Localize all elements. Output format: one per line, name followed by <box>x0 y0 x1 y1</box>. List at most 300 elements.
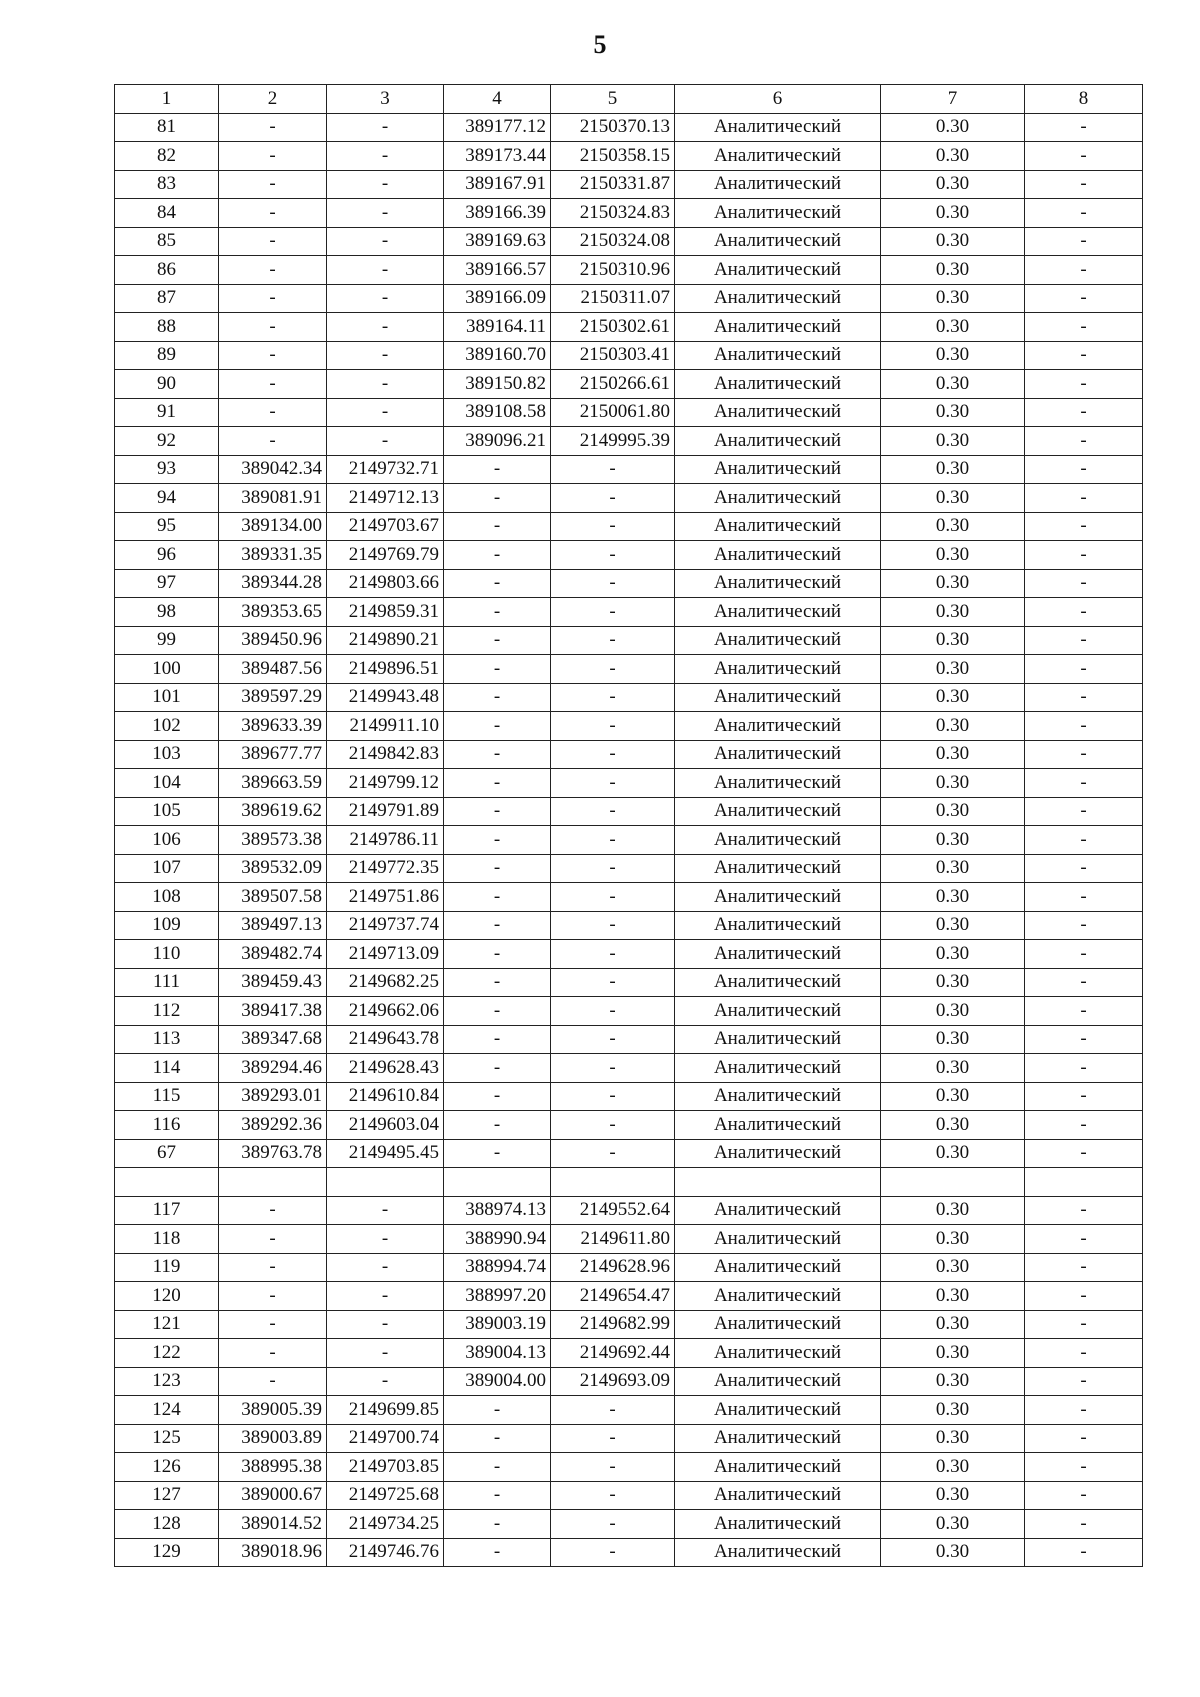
table-cell: - <box>1025 1367 1143 1396</box>
table-cell: - <box>327 398 444 427</box>
table-cell: 389166.09 <box>444 284 551 313</box>
table-cell: Аналитический <box>675 1538 881 1567</box>
table-cell: Аналитический <box>675 1339 881 1368</box>
table-cell: 2149700.74 <box>327 1424 444 1453</box>
table-cell: 0.30 <box>881 797 1025 826</box>
table-cell: Аналитический <box>675 227 881 256</box>
table-cell: Аналитический <box>675 626 881 655</box>
table-cell: Аналитический <box>675 1253 881 1282</box>
table-cell: - <box>327 1253 444 1282</box>
table-cell: 106 <box>115 826 219 855</box>
table-cell: - <box>444 1510 551 1539</box>
column-header: 7 <box>881 85 1025 114</box>
table-row <box>115 1538 1143 1567</box>
table-cell: 2149791.89 <box>327 797 444 826</box>
table-row <box>115 1396 1143 1425</box>
table-row <box>115 1196 1143 1225</box>
table-row <box>115 740 1143 769</box>
table-cell: - <box>1025 1510 1143 1539</box>
table-cell: - <box>1025 427 1143 456</box>
table-row <box>115 427 1143 456</box>
table-cell: 2149495.45 <box>327 1139 444 1168</box>
table-cell: 0.30 <box>881 598 1025 627</box>
table-cell: - <box>551 997 675 1026</box>
table-cell: 0.30 <box>881 968 1025 997</box>
table-cell: - <box>219 284 327 313</box>
table-cell: 122 <box>115 1339 219 1368</box>
table-cell: 2149769.79 <box>327 541 444 570</box>
table-cell: - <box>444 569 551 598</box>
table-cell: Аналитический <box>675 113 881 142</box>
table-row <box>115 940 1143 969</box>
table-cell: Аналитический <box>675 1111 881 1140</box>
table-cell: - <box>327 1282 444 1311</box>
table-cell: - <box>551 626 675 655</box>
table-cell: 105 <box>115 797 219 826</box>
table-cell: - <box>219 370 327 399</box>
table-cell: Аналитический <box>675 1424 881 1453</box>
table-cell: 0.30 <box>881 883 1025 912</box>
table-row <box>115 284 1143 313</box>
table-cell: 389459.43 <box>219 968 327 997</box>
table-cell: 389014.52 <box>219 1510 327 1539</box>
table-cell: - <box>1025 199 1143 228</box>
table-cell: 121 <box>115 1310 219 1339</box>
table-cell: 2149896.51 <box>327 655 444 684</box>
table-cell: - <box>444 826 551 855</box>
table-cell: 2150324.08 <box>551 227 675 256</box>
table-cell: - <box>1025 626 1143 655</box>
table-cell: - <box>1025 1253 1143 1282</box>
table-cell: 0.30 <box>881 142 1025 171</box>
table-cell: - <box>551 826 675 855</box>
table-cell: 0.30 <box>881 284 1025 313</box>
table-cell: - <box>444 940 551 969</box>
table-cell: Аналитический <box>675 854 881 883</box>
table-cell: 2149786.11 <box>327 826 444 855</box>
table-cell: Аналитический <box>675 655 881 684</box>
table-cell: Аналитический <box>675 1282 881 1311</box>
table-cell: Аналитический <box>675 1054 881 1083</box>
table-cell: 389004.13 <box>444 1339 551 1368</box>
table-row <box>115 541 1143 570</box>
table-cell: 388997.20 <box>444 1282 551 1311</box>
table-cell: - <box>444 1453 551 1482</box>
table-cell: - <box>551 569 675 598</box>
table-cell: 389164.11 <box>444 313 551 342</box>
table-cell: 2149737.74 <box>327 911 444 940</box>
table-cell: - <box>444 968 551 997</box>
table-row <box>115 370 1143 399</box>
table-cell: - <box>444 1481 551 1510</box>
table-cell: Аналитический <box>675 1481 881 1510</box>
table-cell: 389507.58 <box>219 883 327 912</box>
table-cell <box>551 1168 675 1197</box>
table-cell: Аналитический <box>675 911 881 940</box>
table-cell <box>327 1168 444 1197</box>
table-row <box>115 170 1143 199</box>
table-cell: - <box>551 1139 675 1168</box>
table-cell: 2149693.09 <box>551 1367 675 1396</box>
table-cell: 389166.57 <box>444 256 551 285</box>
table-cell: Аналитический <box>675 170 881 199</box>
table-cell: 389177.12 <box>444 113 551 142</box>
table-cell: 92 <box>115 427 219 456</box>
table-cell: - <box>1025 313 1143 342</box>
table-cell: 67 <box>115 1139 219 1168</box>
table-row <box>115 1139 1143 1168</box>
table-cell: Аналитический <box>675 598 881 627</box>
table-row <box>115 1054 1143 1083</box>
column-header: 6 <box>675 85 881 114</box>
table-row <box>115 1168 1143 1197</box>
table-cell: - <box>1025 227 1143 256</box>
table-cell: - <box>1025 341 1143 370</box>
table-cell: - <box>1025 1339 1143 1368</box>
table-cell: - <box>219 1339 327 1368</box>
table-cell: - <box>1025 740 1143 769</box>
table-cell: 117 <box>115 1196 219 1225</box>
table-cell: 389487.56 <box>219 655 327 684</box>
table-cell: - <box>444 541 551 570</box>
table-cell: 116 <box>115 1111 219 1140</box>
table-cell: 2149692.44 <box>551 1339 675 1368</box>
table-cell: - <box>219 1367 327 1396</box>
table-cell: - <box>551 1453 675 1482</box>
table-cell: 0.30 <box>881 341 1025 370</box>
table-cell: - <box>551 1538 675 1567</box>
table-cell: 0.30 <box>881 1510 1025 1539</box>
table-cell: - <box>1025 826 1143 855</box>
table-cell: 389134.00 <box>219 512 327 541</box>
table-row <box>115 1310 1143 1339</box>
table-cell: - <box>327 1310 444 1339</box>
table-cell: 2149890.21 <box>327 626 444 655</box>
table-cell: Аналитический <box>675 740 881 769</box>
table-cell: - <box>1025 1396 1143 1425</box>
table-cell: - <box>551 1111 675 1140</box>
table-cell: 0.30 <box>881 1453 1025 1482</box>
table-cell: - <box>327 1225 444 1254</box>
table-cell: 0.30 <box>881 1196 1025 1225</box>
table-cell: - <box>551 598 675 627</box>
table-cell: 389166.39 <box>444 199 551 228</box>
table-cell: Аналитический <box>675 484 881 513</box>
table-cell: 2150266.61 <box>551 370 675 399</box>
table-cell: - <box>1025 1111 1143 1140</box>
table-cell: Аналитический <box>675 769 881 798</box>
table-cell: 2150311.07 <box>551 284 675 313</box>
table-cell: 388994.74 <box>444 1253 551 1282</box>
table-cell: - <box>219 199 327 228</box>
table-cell: - <box>1025 712 1143 741</box>
table-cell: - <box>1025 1453 1143 1482</box>
table-cell: - <box>327 142 444 171</box>
table-row <box>115 712 1143 741</box>
table-cell: 0.30 <box>881 512 1025 541</box>
table-cell: - <box>444 1396 551 1425</box>
table-cell: 389619.62 <box>219 797 327 826</box>
table-cell: 115 <box>115 1082 219 1111</box>
table-row <box>115 655 1143 684</box>
table-cell: 2149552.64 <box>551 1196 675 1225</box>
table-cell: 388990.94 <box>444 1225 551 1254</box>
table-cell: - <box>1025 256 1143 285</box>
table-cell: - <box>1025 170 1143 199</box>
table-header <box>115 85 1143 114</box>
table-row <box>115 1225 1143 1254</box>
table-cell <box>881 1168 1025 1197</box>
table-cell: - <box>327 1339 444 1368</box>
table-cell: Аналитический <box>675 1367 881 1396</box>
table-cell: - <box>1025 940 1143 969</box>
table-cell: 0.30 <box>881 655 1025 684</box>
table-cell: - <box>1025 1481 1143 1510</box>
table-cell: 389573.38 <box>219 826 327 855</box>
table-cell: 0.30 <box>881 1424 1025 1453</box>
table-cell: - <box>444 854 551 883</box>
table-row <box>115 968 1143 997</box>
column-header: 2 <box>219 85 327 114</box>
table-cell: 85 <box>115 227 219 256</box>
table-cell: 389292.36 <box>219 1111 327 1140</box>
table-row <box>115 142 1143 171</box>
table-cell: 0.30 <box>881 455 1025 484</box>
table-cell <box>219 1168 327 1197</box>
table-cell: 2149603.04 <box>327 1111 444 1140</box>
table-cell: - <box>1025 284 1143 313</box>
table-cell: - <box>1025 1310 1143 1339</box>
table-cell: 0.30 <box>881 427 1025 456</box>
table-cell: 0.30 <box>881 1111 1025 1140</box>
table-cell: Аналитический <box>675 427 881 456</box>
table-cell: - <box>444 484 551 513</box>
table-cell: 389160.70 <box>444 341 551 370</box>
table-cell: Аналитический <box>675 284 881 313</box>
table-cell: Аналитический <box>675 398 881 427</box>
table-cell: - <box>551 541 675 570</box>
table-cell: - <box>444 769 551 798</box>
table-cell: - <box>1025 1025 1143 1054</box>
table-cell: - <box>1025 1196 1143 1225</box>
table-cell: 99 <box>115 626 219 655</box>
table-cell: 94 <box>115 484 219 513</box>
table-cell: 2149751.86 <box>327 883 444 912</box>
table-cell: - <box>551 1510 675 1539</box>
table-cell: - <box>1025 569 1143 598</box>
table-cell: 0.30 <box>881 1282 1025 1311</box>
table-cell: 389018.96 <box>219 1538 327 1567</box>
table-cell: - <box>327 113 444 142</box>
table-cell: - <box>1025 655 1143 684</box>
table-cell: - <box>1025 797 1143 826</box>
table-cell: Аналитический <box>675 797 881 826</box>
table-cell: 389167.91 <box>444 170 551 199</box>
table-cell: - <box>219 427 327 456</box>
table-cell: 0.30 <box>881 854 1025 883</box>
table-cell: 93 <box>115 455 219 484</box>
table-cell: 128 <box>115 1510 219 1539</box>
table-cell: 0.30 <box>881 1310 1025 1339</box>
table-cell: 2150303.41 <box>551 341 675 370</box>
table-cell: 2149611.80 <box>551 1225 675 1254</box>
table-cell: - <box>551 740 675 769</box>
table-cell: 2150310.96 <box>551 256 675 285</box>
table-row <box>115 626 1143 655</box>
table-cell: - <box>1025 911 1143 940</box>
table-cell: 2149911.10 <box>327 712 444 741</box>
table-cell: 389597.29 <box>219 683 327 712</box>
table-cell: - <box>551 455 675 484</box>
table-cell: 2149662.06 <box>327 997 444 1026</box>
table-cell: 0.30 <box>881 1139 1025 1168</box>
table-cell: - <box>219 313 327 342</box>
table-cell: 0.30 <box>881 1082 1025 1111</box>
table-cell: - <box>551 883 675 912</box>
table-row <box>115 997 1143 1026</box>
table-cell: Аналитический <box>675 1082 881 1111</box>
table-cell: 0.30 <box>881 997 1025 1026</box>
table-cell: 389633.39 <box>219 712 327 741</box>
table-row <box>115 1025 1143 1054</box>
table-cell: - <box>1025 484 1143 513</box>
table-cell: 2149732.71 <box>327 455 444 484</box>
table-cell: - <box>444 740 551 769</box>
table-cell: 127 <box>115 1481 219 1510</box>
table-row <box>115 1367 1143 1396</box>
table-cell: - <box>551 1082 675 1111</box>
table-cell: 0.30 <box>881 313 1025 342</box>
table-cell: Аналитический <box>675 683 881 712</box>
table-cell: - <box>327 199 444 228</box>
table-cell: 2149799.12 <box>327 769 444 798</box>
table-row <box>115 769 1143 798</box>
table-cell: - <box>551 655 675 684</box>
table-cell: - <box>444 797 551 826</box>
table-cell: 2149842.83 <box>327 740 444 769</box>
table-cell: Аналитический <box>675 142 881 171</box>
table-cell: - <box>444 1111 551 1140</box>
table-cell: - <box>1025 997 1143 1026</box>
table-row <box>115 227 1143 256</box>
table-cell: - <box>444 712 551 741</box>
table-cell: 2149725.68 <box>327 1481 444 1510</box>
column-header: 5 <box>551 85 675 114</box>
table-cell: 0.30 <box>881 484 1025 513</box>
table-row <box>115 683 1143 712</box>
table-cell: 0.30 <box>881 1339 1025 1368</box>
table-cell: 0.30 <box>881 170 1025 199</box>
table-cell <box>675 1168 881 1197</box>
table-cell: - <box>444 1054 551 1083</box>
table-cell: 2149699.85 <box>327 1396 444 1425</box>
table-cell: - <box>219 256 327 285</box>
table-row <box>115 883 1143 912</box>
table-cell: 90 <box>115 370 219 399</box>
table-row <box>115 598 1143 627</box>
table-cell: 0.30 <box>881 569 1025 598</box>
table-cell: 2150331.87 <box>551 170 675 199</box>
table-cell: 103 <box>115 740 219 769</box>
table-cell: - <box>551 712 675 741</box>
table-cell: 95 <box>115 512 219 541</box>
table-cell: Аналитический <box>675 1139 881 1168</box>
table-cell: 389000.67 <box>219 1481 327 1510</box>
table-cell: - <box>551 911 675 940</box>
table-cell: 107 <box>115 854 219 883</box>
table-cell: 2149654.47 <box>551 1282 675 1311</box>
table-cell: Аналитический <box>675 1396 881 1425</box>
table-row <box>115 569 1143 598</box>
table-cell: 389169.63 <box>444 227 551 256</box>
table-cell: 389081.91 <box>219 484 327 513</box>
table-cell: - <box>551 512 675 541</box>
table-row <box>115 1453 1143 1482</box>
table-cell <box>1025 1168 1143 1197</box>
column-header: 3 <box>327 85 444 114</box>
table-cell: - <box>444 1082 551 1111</box>
table-cell: - <box>551 1424 675 1453</box>
table-cell: 0.30 <box>881 911 1025 940</box>
table-cell: 0.30 <box>881 1253 1025 1282</box>
table-cell: Аналитический <box>675 883 881 912</box>
table-cell: 102 <box>115 712 219 741</box>
table-cell: Аналитический <box>675 968 881 997</box>
table-cell: - <box>219 1282 327 1311</box>
table-cell: 0.30 <box>881 256 1025 285</box>
table-row <box>115 1111 1143 1140</box>
table-cell: - <box>219 1225 327 1254</box>
table-cell: 389450.96 <box>219 626 327 655</box>
table-cell: 98 <box>115 598 219 627</box>
table-cell: Аналитический <box>675 341 881 370</box>
table-cell: - <box>551 940 675 969</box>
table-row <box>115 113 1143 142</box>
column-header: 4 <box>444 85 551 114</box>
table-cell: 0.30 <box>881 370 1025 399</box>
table-cell: - <box>551 797 675 826</box>
table-cell: 87 <box>115 284 219 313</box>
coordinates-table <box>114 84 1143 1567</box>
table-cell: 2150324.83 <box>551 199 675 228</box>
table-row <box>115 1082 1143 1111</box>
table-cell: 388995.38 <box>219 1453 327 1482</box>
table-cell: 0.30 <box>881 227 1025 256</box>
table-row <box>115 398 1143 427</box>
table-cell: 2149943.48 <box>327 683 444 712</box>
table-cell: Аналитический <box>675 997 881 1026</box>
table-cell: 125 <box>115 1424 219 1453</box>
table-cell: Аналитический <box>675 1310 881 1339</box>
table-cell: - <box>219 341 327 370</box>
table-cell: - <box>551 1025 675 1054</box>
table-cell: 389497.13 <box>219 911 327 940</box>
table-cell: 2149643.78 <box>327 1025 444 1054</box>
table-cell: 120 <box>115 1282 219 1311</box>
table-cell: 2150370.13 <box>551 113 675 142</box>
table-cell: - <box>551 1481 675 1510</box>
table-cell: 389482.74 <box>219 940 327 969</box>
table-cell: 83 <box>115 170 219 199</box>
table-cell: - <box>1025 541 1143 570</box>
table-cell: 2149772.35 <box>327 854 444 883</box>
table-cell: 101 <box>115 683 219 712</box>
table-cell: 389096.21 <box>444 427 551 456</box>
table-cell: - <box>1025 1282 1143 1311</box>
table-cell: 389331.35 <box>219 541 327 570</box>
table-cell: - <box>219 1196 327 1225</box>
table-cell: - <box>444 455 551 484</box>
